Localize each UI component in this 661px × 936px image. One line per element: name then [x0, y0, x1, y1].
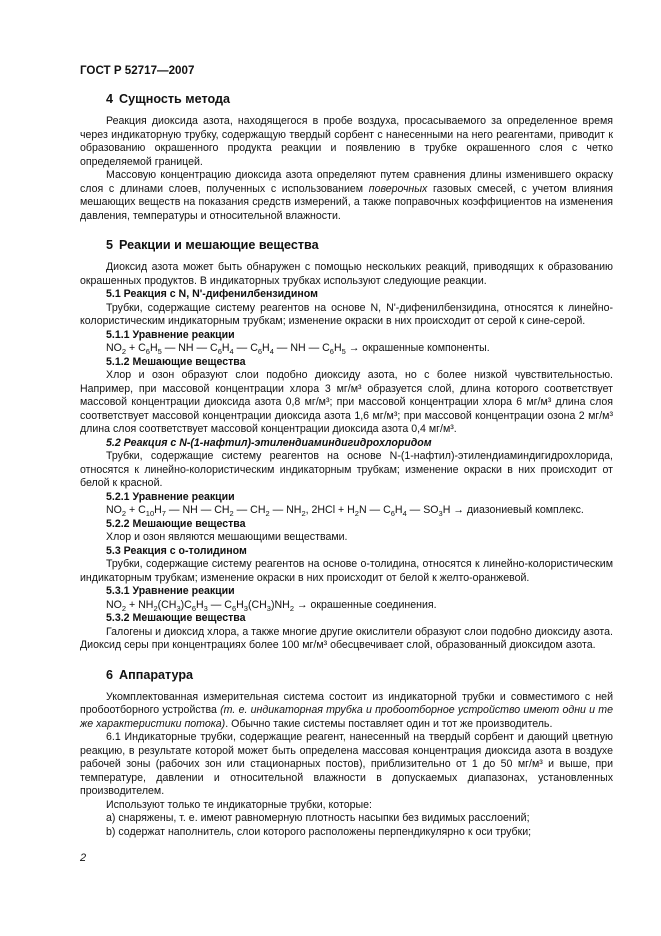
subsection-5-2-paragraph: Трубки, содержащие систему реагентов на основе N-(1-нафтил)-этилендиаминдигидрохлорида, относятся к линейно-колористическим индикаторным трубкам; изменение окраски в них происходит от белой к красной.	[80, 450, 613, 489]
section-6-heading: 6 Аппаратура	[106, 667, 194, 682]
subsection-5-3-paragraph: Трубки, содержащие систему реагентов на основе о-толидина, относятся к линейно-колористическим индикаторным трубкам; изменение окраски в них происходит от белой к желто-оранжевой.	[80, 558, 613, 584]
subsection-5-3-1-heading: 5.3.1 Уравнение реакции	[106, 585, 235, 597]
section-4-paragraph-2: Массовую концентрацию диоксида азота определяют путем сравнения длины изменившего окраску слоя с длинами слоев, полученных с использованием поверочных газовых смесей, с учетом влияния мешающих веществ на показания средств измерений, а также поправочных коэффициентов на изменения давления, температуры и относительной влажности.	[80, 169, 613, 222]
subsection-5-2-heading: 5.2 Реакция с N-(1-нафтил)-этилендиаминдигидрохлоридом	[106, 436, 432, 449]
reaction-equation-5-3-1: $NO_2 + NH_2(CH_3)C_6H_3$ — $C_6H_3(CH_3)NH_2$ → окрашенные соединения.	[106, 598, 437, 613]
document-header: ГОСТ Р 52717—2007	[80, 64, 195, 77]
clause-6-1-paragraph: 6.1 Индикаторные трубки, содержащие реагент, нанесенный на твердый сорбент и дающий цветную реакцию, в результате которой может быть определена массовая концентрация диоксида азота в воздухе рабочей зоны (рабочих зон или стационарных постов), приблизительно от 1 до 50 мг/м³ и выше, при температуре, давлении и относительной влажности в допускаемых диапазонах, установленных производителем.	[80, 731, 613, 797]
subsection-5-1-heading: 5.1 Реакция с N, N'-дифенилбензидином	[106, 288, 318, 300]
subsection-5-3-2-heading: 5.3.2 Мешающие вещества	[106, 612, 246, 624]
subsection-5-1-2-paragraph: Хлор и озон образуют слои подобно диоксиду азота, но с более низкой чувствительностью. Например, при массовой концентрации хлора 3 мг/м³ образуется слой, длина которого соответствует массовой концентрации диоксида азота 0,8 мг/м³; при массовой концентрации хлора 6 мг/м³ длина слоя соответствует массовой концентрации диоксида азота 1,6 мг/м³; при массовой концентрации озона 2 мг/м³ длина слоя соответствует массовой концентрации диоксида азота 0,4 мг/м³.	[80, 369, 613, 435]
list-item-a: a) снаряжены, т. е. имеют равномерную плотность насыпки без видимых расслоений;	[106, 812, 530, 824]
subsection-5-2-1-heading: 5.2.1 Уравнение реакции	[106, 490, 235, 503]
list-item-b: b) содержат наполнитель, слои которого расположены перпендикулярно к оси трубки;	[106, 825, 532, 838]
section-5-heading: 5 Реакции и мешающие вещества	[106, 238, 319, 252]
subsection-5-3-2-paragraph: Галогены и диоксид хлора, а также многие другие окислители образуют слои подобно диоксиду азота. Диоксид серы при концентрациях более 100 мг/м³ обесцвечивает слой, образованный диоксидом азота.	[80, 625, 613, 651]
reaction-equation-5-2-1: $NO_2 + C_{10}H_7$ — NH — $CH_2$ — $CH_2$ — $NH_2$, $2HCl + H_2N$ — $C_6H_4$ — $SO_3H$ → диазониевый комплекс.	[106, 504, 584, 519]
page-number: 2	[80, 852, 87, 864]
subsection-5-3-heading: 5.3 Реакция с о-толидином	[106, 544, 247, 557]
section-5-intro: Диоксид азота может быть обнаружен с помощью нескольких реакций, приводящих к образованию окрашенных продуктов. В индикаторных трубках используют следующие реакции.	[80, 261, 613, 287]
subsection-5-2-2-heading: 5.2.2 Мешающие вещества	[106, 517, 246, 530]
section-4-paragraph-1: Реакция диоксида азота, находящегося в пробе воздуха, просасываемого за определенное время через индикаторную трубку, содержащую твердый сорбент с нанесенными на него реагентами, приводит к образованию окрашенного продукта реакции и появлению в трубке окрашенного слоя с четко определяемой границей.	[80, 115, 613, 168]
document-content	[80, 91, 613, 839]
clause-6-1-list-intro: Используют только те индикаторные трубки, которые:	[106, 798, 372, 811]
section-4-heading: 4 Сущность метода	[106, 92, 230, 106]
reaction-equation-5-1-1: $NO_2 + C_6H_5$ — NH — $C_6H_4$ — $C_6H_4$ — NH — $C_6H_5$ → окрашенные компоненты.	[106, 342, 490, 357]
section-6-paragraph-1: Укомплектованная измерительная система состоит из индикаторной трубки и совместимого с ней пробоотборного устройства (т. е. индикаторная трубка и пробоотборное устройство имеют одни и те же характеристики потока). Обычно такие системы поставляет один и тот же производитель.	[80, 690, 613, 730]
subsection-5-1-1-heading: 5.1.1 Уравнение реакции	[106, 328, 235, 341]
subsection-5-2-2-paragraph: Хлор и озон являются мешающими веществами.	[106, 531, 348, 543]
subsection-5-1-2-heading: 5.1.2 Мешающие вещества	[106, 355, 246, 368]
subsection-5-1-paragraph: Трубки, содержащие систему реагентов на основе N, N'-дифенилбензидина, относятся к линейно-колористическим индикаторным трубкам; изменение окраски в них происходит от серой к сине-серой.	[80, 301, 613, 327]
